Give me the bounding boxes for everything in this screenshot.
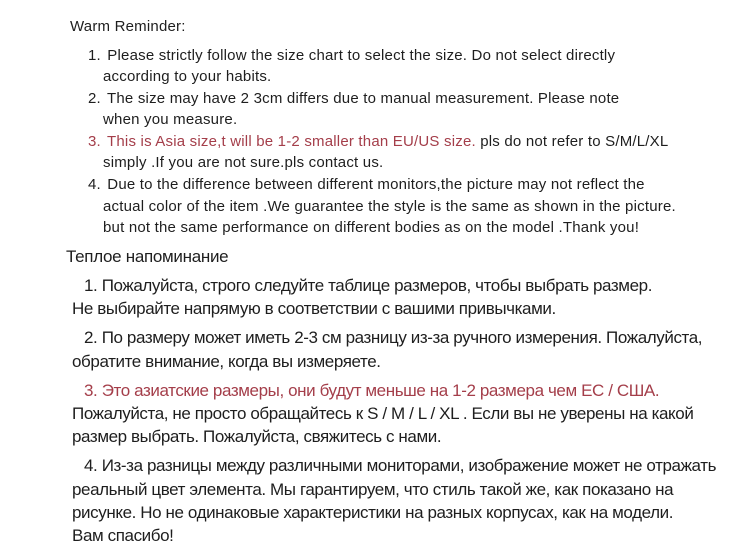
item-text: Due to the difference between different monitors,the picture may not reflect the	[107, 176, 645, 194]
english-item-4	[88, 174, 750, 239]
english-item-4-line-2: actual color of the item .We guarantee the style is the same as shown in the picture.	[103, 197, 676, 215]
russian-paragraph-3-line-2: Пожалуйста, не просто обращайтесь к S / M / L / XL . Если вы не уверены на какой	[72, 404, 694, 424]
english-item-2-line-2: when you measure.	[103, 111, 238, 129]
item-number: 4.	[88, 176, 101, 194]
item-text: pls do not refer to S/M/L/XL	[480, 132, 669, 150]
english-item-1-line-2: according to your habits.	[103, 68, 272, 86]
russian-paragraph-4-line-1: 4. Из-за разницы между различными мониторами, изображение может не отражать	[84, 456, 717, 476]
item-text: Please strictly follow the size chart to select the size. Do not select directly	[107, 46, 616, 64]
english-title: Warm Reminder:	[70, 18, 186, 35]
russian-paragraph-4-line-2: реальный цвет элемента. Мы гарантируем, что стиль такой же, как показано на	[72, 479, 674, 499]
russian-reminder-section	[0, 245, 750, 547]
russian-paragraph-4-line-3: рисунке. Но не одинаковые характеристики на разных корпусах, как на модели.	[72, 502, 674, 522]
item-number: 2.	[88, 89, 101, 107]
russian-paragraph-1-line-1: 1. Пожалуйста, строго следуйте таблице размеров, чтобы выбрать размер.	[84, 276, 653, 295]
item-number: 1.	[88, 46, 101, 64]
russian-paragraph-1	[72, 274, 750, 320]
item-text: The size may have 2 3cm differs due to manual measurement. Please note	[107, 89, 620, 107]
russian-paragraph-4-line-4: Вам спасибо!	[72, 526, 174, 546]
russian-title: Теплое напоминание	[66, 247, 229, 266]
russian-paragraph-3	[72, 379, 750, 449]
russian-paragraph-1-line-2: Не выбирайте напрямую в соответствии с вашими привычками.	[72, 299, 556, 319]
russian-paragraph-3-line-3: размер выбрать. Пожалуйста, свяжитесь с нами.	[72, 427, 442, 447]
english-item-2	[88, 88, 750, 131]
item-text-highlighted: This is Asia size,t will be 1-2 smaller than EU/US size.	[107, 132, 476, 150]
russian-paragraph-4	[72, 454, 750, 547]
russian-paragraph-2-line-1: 2. По размеру может иметь 2-3 см разницу из-за ручного измерения. Пожалуйста,	[84, 328, 703, 348]
russian-paragraph-3-line-1-highlighted: 3. Это азиатские размеры, они будут меньше на 1-2 размера чем ЕС / США.	[84, 380, 660, 400]
english-reminder-section	[0, 16, 750, 239]
russian-paragraph-2	[72, 326, 750, 372]
english-item-2-line-1	[88, 88, 750, 110]
item-number: 3.	[88, 132, 101, 150]
english-item-1	[88, 45, 750, 88]
english-item-1-line-1	[88, 45, 750, 67]
english-item-3	[88, 131, 750, 174]
english-item-4-line-1	[88, 174, 750, 196]
russian-paragraph-2-line-2: обратите внимание, когда вы измеряете.	[72, 351, 381, 371]
english-item-3-line-1	[88, 131, 750, 153]
english-item-4-line-3: but not the same performance on different bodies as on the model .Thank you!	[103, 219, 640, 237]
english-item-3-line-2: simply .If you are not sure.pls contact us.	[103, 154, 384, 172]
